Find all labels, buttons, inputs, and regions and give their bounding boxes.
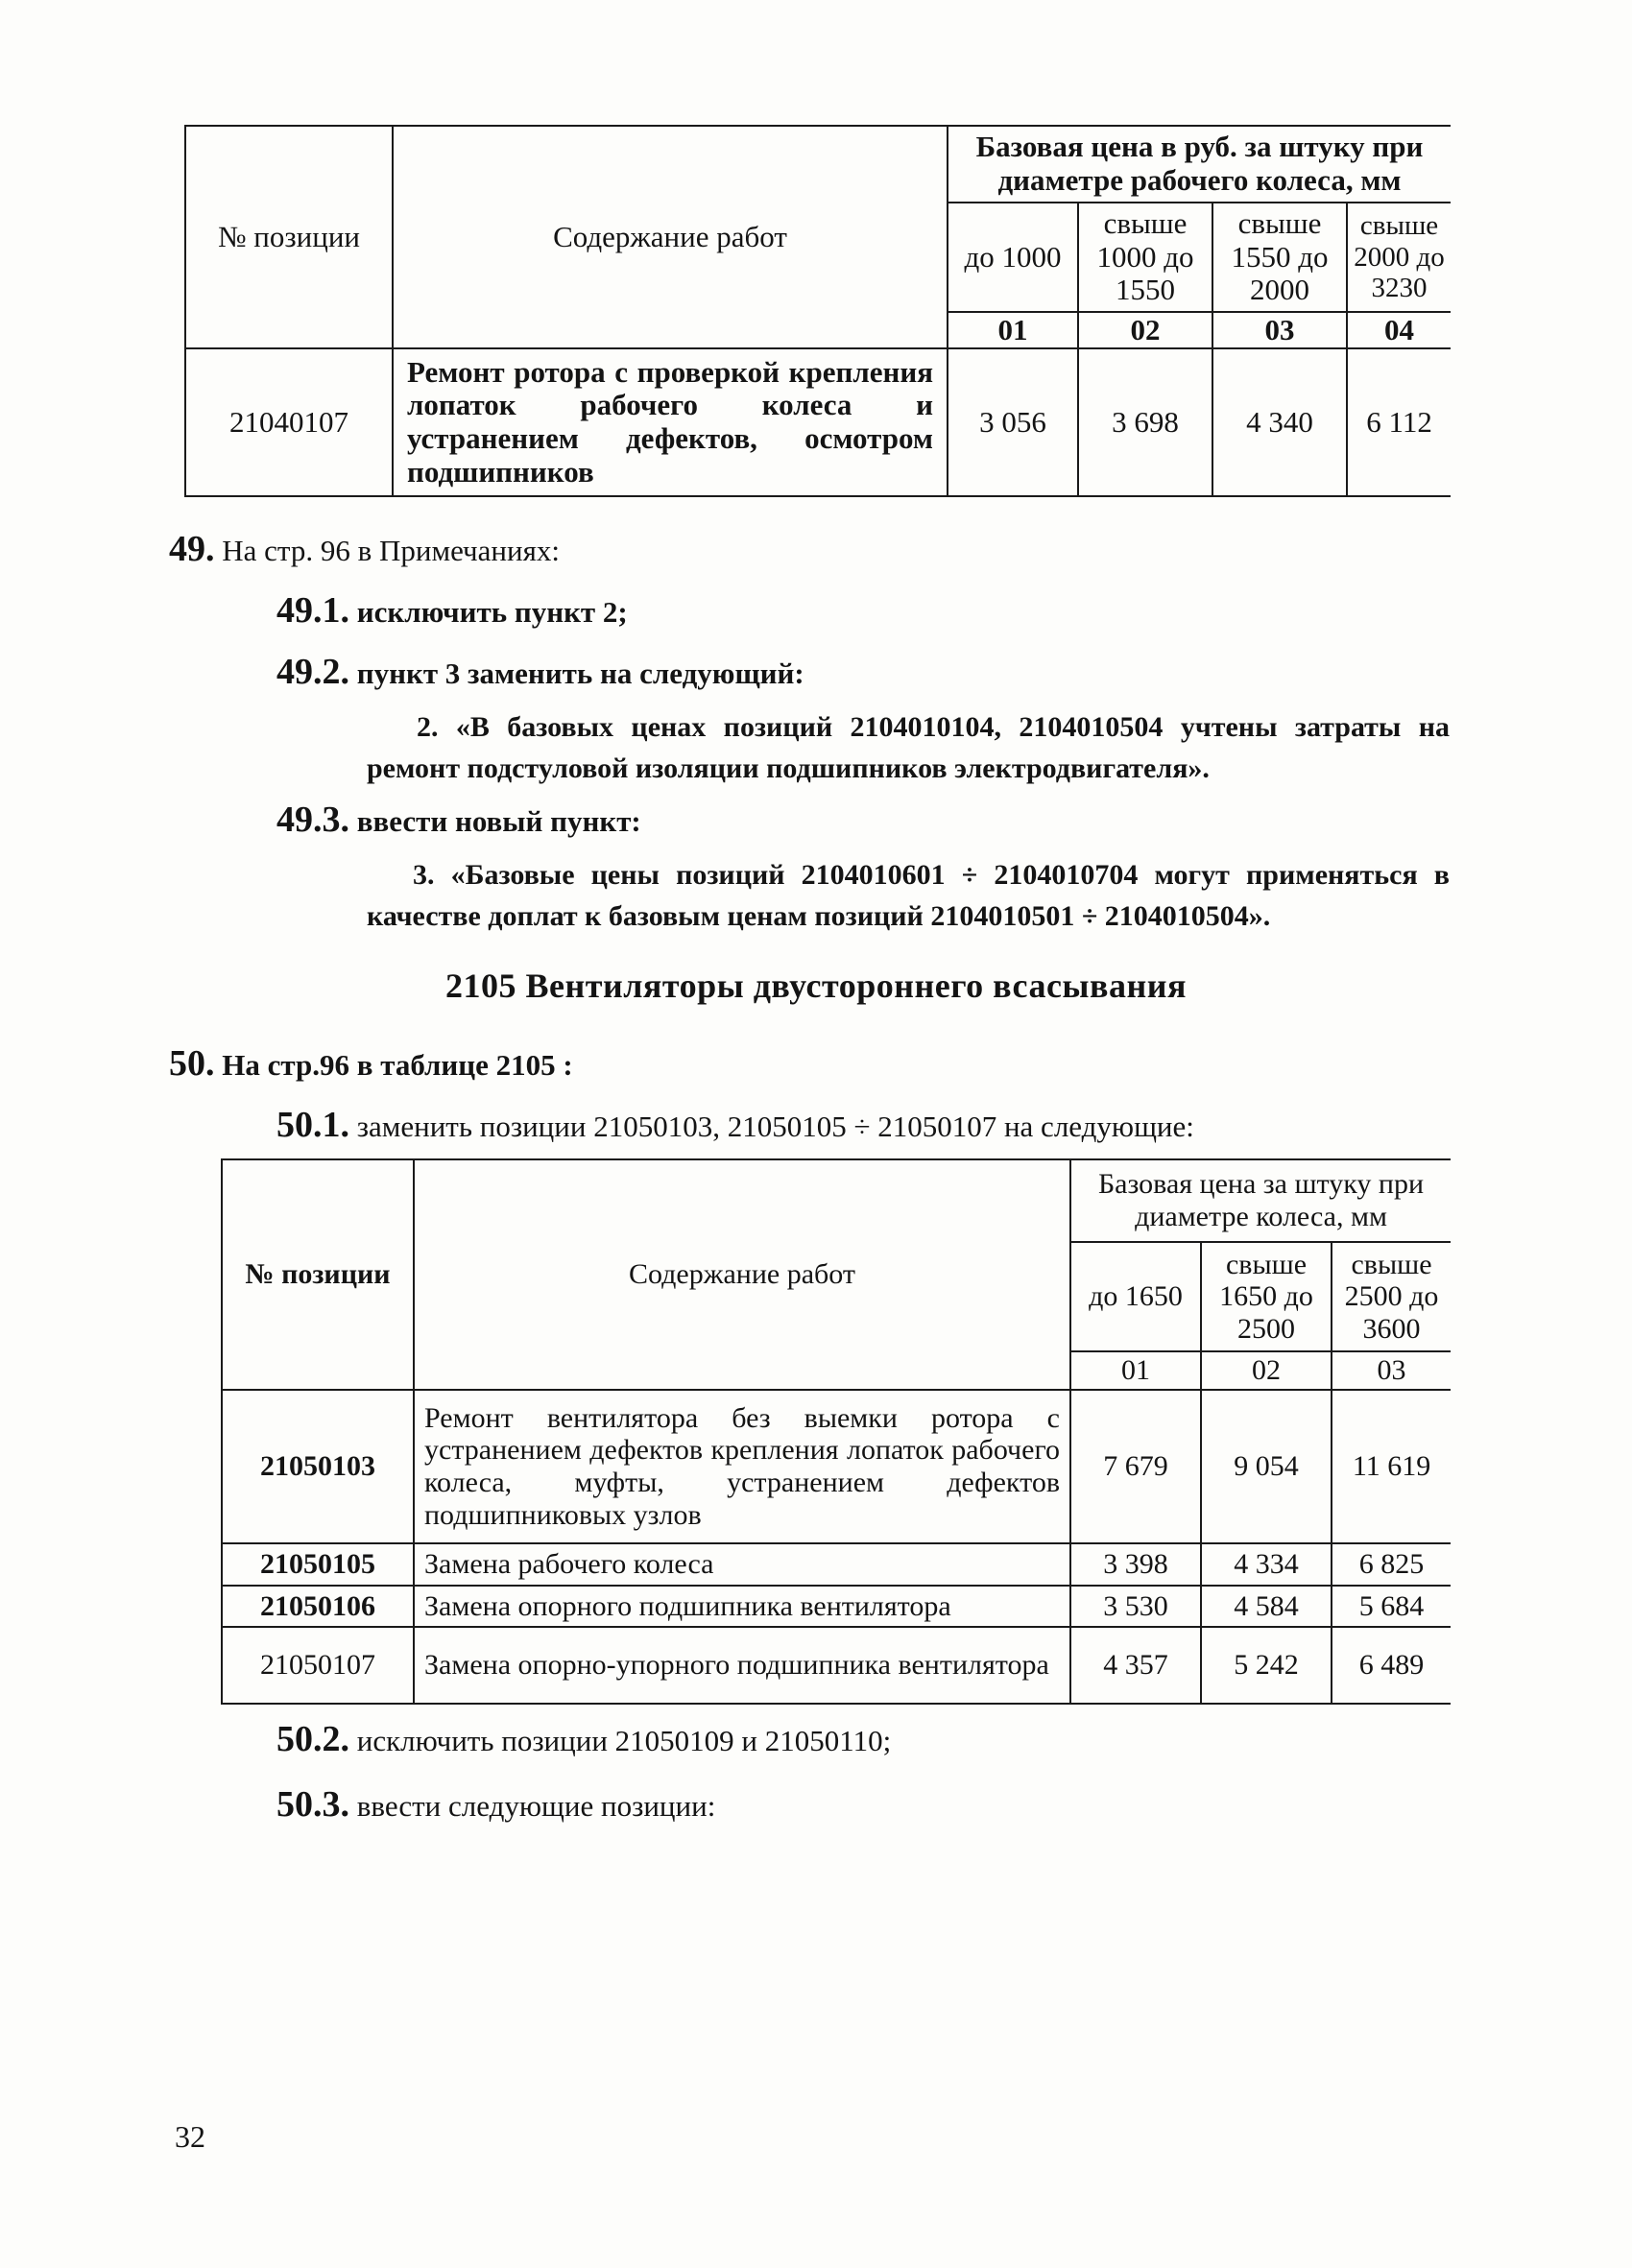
row-price-03: 6 489 [1332,1627,1451,1704]
item-49-2-quote: 2. «В базовых ценах позиций 2104010104, 2104010504 учтены затраты на ремонт подстуловой изоляции подшипников электродвигателя». [367,711,1450,784]
row-price-01: 3 056 [948,348,1078,496]
row-position: 21050106 [222,1586,414,1628]
table-row [222,1586,1451,1628]
header-position-2: № позиции [222,1159,414,1390]
code-02-2: 02 [1201,1351,1332,1390]
row-price-03: 6 825 [1332,1543,1451,1586]
row-price-03: 11 619 [1332,1390,1451,1543]
header-col-2: свыше 1000 до 1550 [1078,203,1212,312]
item-50-3: 50.3. ввести следующие позиции: [276,1784,716,1825]
row-price-02: 3 698 [1078,348,1212,496]
header-col-1: до 1000 [948,203,1078,312]
row-price-02: 9 054 [1201,1390,1332,1543]
header-col-3-2: свыше 2500 до 3600 [1332,1242,1451,1351]
item-49-3-quote: 3. «Базовые цены позиций 2104010601 ÷ 2104010704 могут применяться в качестве доплат к базовым ценам позиций 2104010501 ÷ 2104010504». [367,859,1450,932]
row-price-01: 4 357 [1070,1627,1201,1704]
code-03: 03 [1212,312,1347,348]
code-03-2: 03 [1332,1351,1451,1390]
header-position: № позиции [185,126,393,348]
table-row [222,1543,1451,1586]
row-content: Ремонт ротора с проверкой крепления лопаток рабочего колеса и устранением дефектов, осмотром подшипников [393,348,948,496]
header-col-2-2: свыше 1650 до 2500 [1201,1242,1332,1351]
item-49-1: 49.1. исключить пункт 2; [276,590,628,631]
header-col-1-2: до 1650 [1070,1242,1201,1351]
row-position: 21050105 [222,1543,414,1586]
row-content: Замена опорно-упорного подшипника вентилятора [414,1627,1070,1704]
row-price-02: 5 242 [1201,1627,1332,1704]
row-price-03: 4 340 [1212,348,1347,496]
row-content: Замена рабочего колеса [414,1543,1070,1586]
row-position: 21040107 [185,348,393,496]
table-2105 [221,1158,1451,1705]
header-col-3: свыше 1550 до 2000 [1212,203,1347,312]
row-price-01: 7 679 [1070,1390,1201,1543]
row-price-01: 3 398 [1070,1543,1201,1586]
table-21040107 [184,125,1451,497]
header-price-group-2: Базовая цена за штуку при диаметре колеса, мм [1070,1159,1451,1242]
row-position: 21050107 [222,1627,414,1704]
item-50: 50. На стр.96 в таблице 2105 : [169,1043,573,1084]
page-number: 32 [175,2119,205,2154]
code-02: 02 [1078,312,1212,348]
row-price-01: 3 530 [1070,1586,1201,1628]
header-content: Содержание работ [393,126,948,348]
header-col-4: свыше 2000 до 3230 [1347,203,1451,312]
row-price-02: 4 334 [1201,1543,1332,1586]
table-row [222,1627,1451,1704]
row-content: Замена опорного подшипника вентилятора [414,1586,1070,1628]
row-position: 21050103 [222,1390,414,1543]
item-49-2: 49.2. пункт 3 заменить на следующий: [276,652,804,692]
code-04: 04 [1347,312,1451,348]
header-content-2: Содержание работ [414,1159,1070,1390]
row-price-02: 4 584 [1201,1586,1332,1628]
item-49: 49. На стр. 96 в Примечаниях: [169,529,560,569]
section-heading: 2105 Вентиляторы двустороннего всасывания [445,967,1187,1005]
code-01-2: 01 [1070,1351,1201,1390]
header-price-group: Базовая цена в руб. за штуку при диаметре рабочего колеса, мм [948,126,1451,203]
row-content: Ремонт вентилятора без выемки ротора с устранением дефектов крепления лопаток рабочего колеса, муфты, устранением дефектов подшипниковых узлов [414,1390,1070,1543]
row-price-03: 5 684 [1332,1586,1451,1628]
row-price-04: 6 112 [1347,348,1451,496]
item-49-3: 49.3. ввести новый пункт: [276,800,641,840]
code-01: 01 [948,312,1078,348]
table-row [222,1390,1451,1543]
item-50-2: 50.2. исключить позиции 21050109 и 21050110; [276,1719,892,1759]
item-50-1: 50.1. заменить позиции 21050103, 21050105 ÷ 21050107 на следующие: [276,1105,1194,1145]
